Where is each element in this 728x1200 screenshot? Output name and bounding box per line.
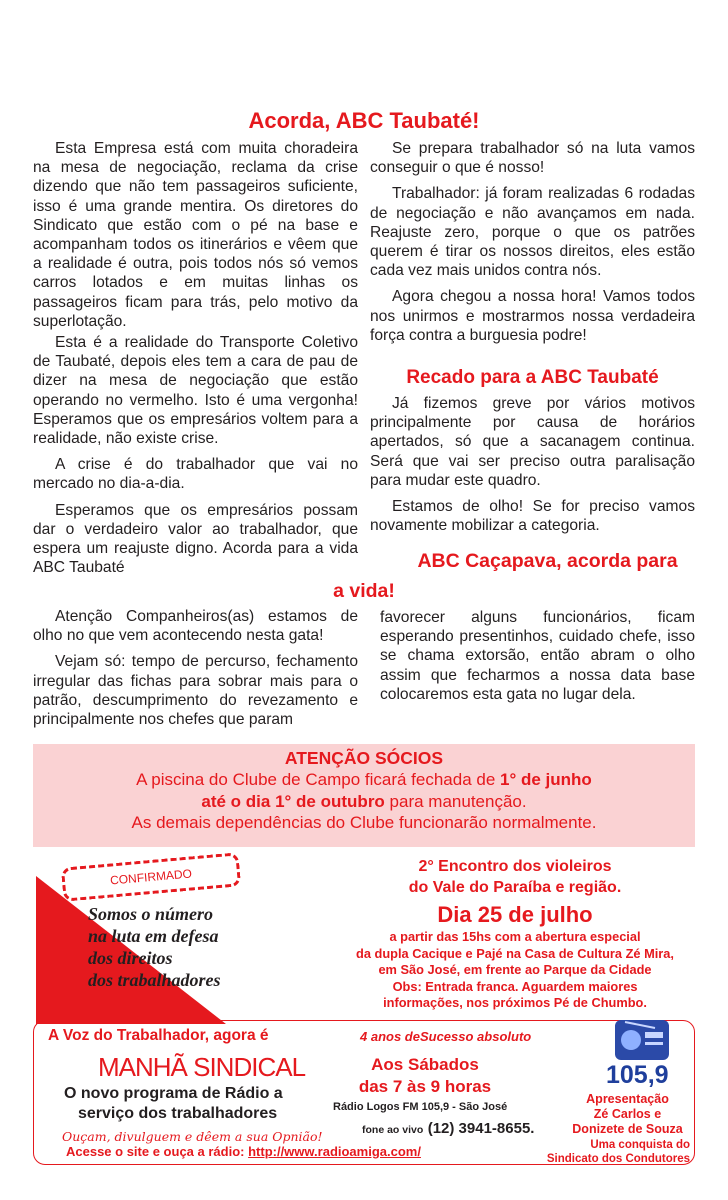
program-subtitle-1: O novo programa de Rádio a <box>64 1085 283 1102</box>
notice-highlight: até o dia 1° de outubro <box>201 791 385 811</box>
radio-site-link[interactable]: http://www.radioamiga.com/ <box>248 1144 421 1159</box>
presenter: Donizete de Souza <box>572 1122 683 1136</box>
encontro-title: 2° Encontro dos violeiros <box>418 858 612 875</box>
notice-heading: ATENÇÃO SÓCIOS <box>284 748 444 768</box>
campaign-slogan <box>88 903 258 991</box>
article3-left-column <box>33 607 358 736</box>
confirmado-stamp: CONFIRMADO <box>61 852 241 901</box>
article3-right-column <box>380 608 695 711</box>
paragraph: Estamos de olho! Se for preciso vamos novamente mobilizar a categoria. <box>370 498 695 535</box>
radio-schedule <box>345 1054 505 1098</box>
slogan-line: na luta em defesa <box>88 926 219 946</box>
radio-icon <box>615 1020 669 1060</box>
encontro-detail: da dupla Cacique e Pajé na Casa de Cultura Zé Mira, <box>356 945 674 961</box>
paragraph: Agora chegou a nossa hora! Vamos todos nos unirmos e mostrarmos nossa verdadeira força contra a burguesia podre! <box>370 288 695 344</box>
paragraph: Trabalhador: já foram realizadas 6 rodadas de negociação e não avançamos em nada. Reajuste zero, porque o que os patrões querem é tirar os nossos direitos, eles estão cada vez mais unidos contra nós. <box>370 185 695 280</box>
program-name: MANHÃ SINDICAL <box>98 1052 306 1082</box>
slogan-line: dos trabalhadores <box>88 970 221 990</box>
radio-success: 4 anos deSucesso absoluto <box>360 1029 532 1044</box>
notice-text: A piscina do Clube de Campo ficará fechada de <box>136 770 501 789</box>
paragraph: Esta Empresa está com muita choradeira na mesa de negociação, reclama da crise dizendo que não tem passageiros suficiente, isso é uma grande mentira. Os diretores do Sindicato que estão com o pé na base e acompanham todos os itinerários e vêem que a realidade é outra, pois todos nós só vemos carros lotados e em muitas linhas os passageiros ficam para trás, pelo motivo da superlotação. <box>33 140 358 330</box>
presentation-label: Apresentação <box>586 1092 669 1106</box>
paragraph: Esperamos que os empresários possam dar o verdadeiro valor ao trabalhador, que espera um reajuste digno. Acorda para a vida ABC Taubaté <box>33 501 358 577</box>
radio-phone <box>362 1120 534 1138</box>
radio-presenters <box>560 1092 695 1137</box>
program-subtitle-2: serviço dos trabalhadores <box>78 1105 278 1122</box>
notice-line-3: As demais dependências do Clube funcionarão normalmente. <box>131 813 597 832</box>
paragraph: Já fizemos greve por vários motivos principalmente por causa de horários apertados, só que a sacanagem continua. Será que vai ser preciso outra paralisação para mudar este quadro. <box>370 395 695 489</box>
encontro-detail: Obs: Entrada franca. Aguardem maiores <box>392 978 638 994</box>
article-title-recado: Recado para a ABC Taubaté <box>406 367 659 388</box>
paragraph: A crise é do trabalhador que vai no mercado no dia-a-dia. <box>33 456 358 493</box>
encontro-title: do Vale do Paraíba e região. <box>408 879 622 896</box>
credit-line: Sindicato dos Condutores <box>546 1153 690 1165</box>
phone-label: fone ao vivo <box>362 1124 424 1136</box>
slogan-line: dos direitos <box>88 948 173 968</box>
schedule-day: Aos Sábados <box>371 1055 479 1074</box>
encontro-detail: informações, nos próximos Pé de Chumbo. <box>383 995 647 1010</box>
article2-column <box>370 394 695 542</box>
encontro-date: Dia 25 de julho <box>437 902 593 927</box>
handwriting-note: Ouçam, divulguem e dêem a sua Opnião! <box>62 1129 323 1144</box>
paragraph: Vejam só: tempo de percurso, fechamento irregular das fichas para sobrar mais para o patrão, descumprimento do revezamento e principalmente nos chefes que param <box>33 653 358 729</box>
article1-left-column <box>33 139 358 584</box>
notice-line-2 <box>33 791 695 813</box>
radio-credit <box>520 1138 690 1166</box>
cta-text: Acesse o site e ouça a rádio: <box>66 1144 245 1159</box>
notice-highlight: 1° de junho <box>500 770 592 789</box>
notice-line-1 <box>33 769 695 791</box>
encontro-detail: a partir das 15hs com a abertura especial <box>389 929 641 944</box>
paragraph: favorecer alguns funcionários, ficam esperando presentinhos, cuidado chefe, isso se chama extorsão, então abram o olho assim que fecharmos a nossa data base colocaremos esta gata no lugar dela. <box>380 609 695 703</box>
presenter: Zé Carlos e <box>593 1107 662 1121</box>
article-title-cacapava-line2: a vida! <box>333 580 395 602</box>
paragraph: Atenção Companheiros(as) estamos de olho no que vem acontecendo nesta gata! <box>33 608 358 645</box>
encontro-violeiros <box>330 856 700 1012</box>
radio-cta <box>66 1144 421 1159</box>
credit-line: Uma conquista do <box>590 1139 690 1151</box>
phone-number: (12) 3941-8655. <box>427 1120 535 1137</box>
radio-frequency: 105,9 <box>606 1061 669 1089</box>
article-title-cacapava: ABC Caçapava, acorda para <box>417 550 678 572</box>
article-title-acorda-taubate: Acorda, ABC Taubaté! <box>248 108 480 133</box>
article1-right-column <box>370 139 695 352</box>
radio-station: Rádio Logos FM 105,9 - São José <box>333 1101 508 1113</box>
slogan-line: Somos o número <box>88 904 214 924</box>
paragraph: Esta é a realidade do Transporte Coletivo de Taubaté, depois eles tem a cara de pau de dizer na mesa de negociação que estão operando no vermelho. Isto é uma vergonha! Esperamos que os empresários voltem para a realidade, não existe crise. <box>33 334 358 448</box>
paragraph: Se prepara trabalhador só na luta vamos conseguir o que é nosso! <box>370 140 695 177</box>
atencao-socios-notice <box>33 744 695 847</box>
encontro-detail: em São José, em frente ao Parque da Cidade <box>378 962 652 977</box>
schedule-time: das 7 às 9 horas <box>358 1077 492 1096</box>
notice-text: para manutenção. <box>384 791 527 811</box>
radio-headline: A Voz do Trabalhador, agora é <box>48 1027 269 1044</box>
